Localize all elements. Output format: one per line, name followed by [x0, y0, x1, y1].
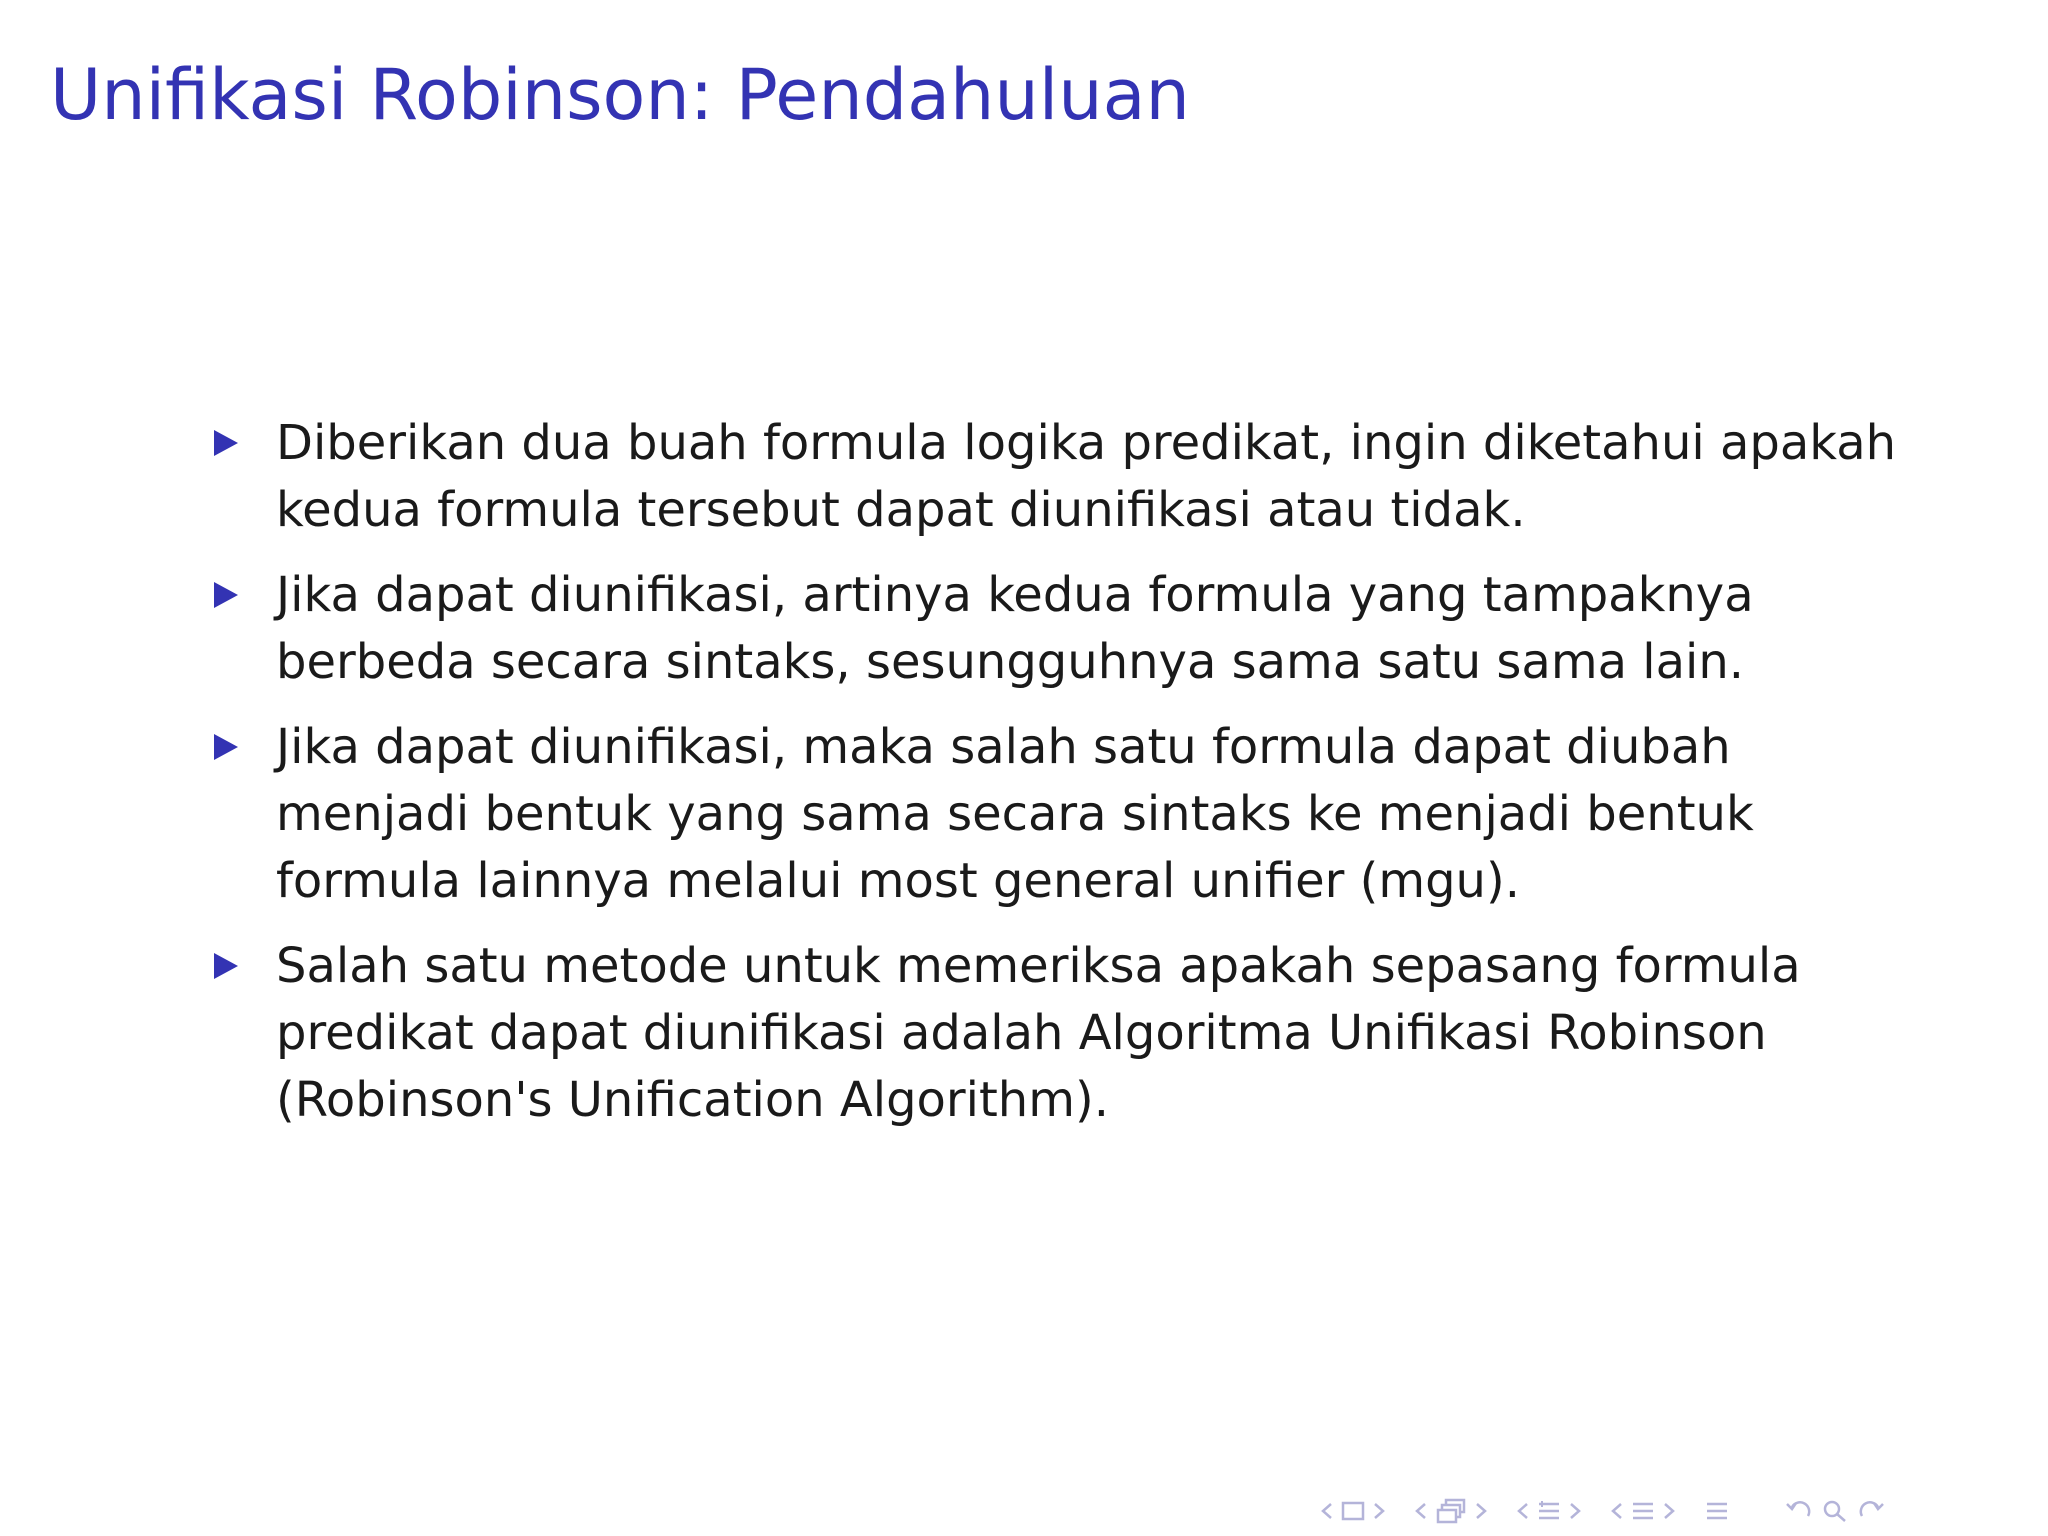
frame-icon[interactable]	[1340, 1500, 1366, 1522]
next-arrow-icon[interactable]	[1474, 1501, 1488, 1521]
triangle-bullet-icon	[214, 582, 238, 608]
search-icon[interactable]	[1820, 1498, 1850, 1524]
next-arrow-icon[interactable]	[1372, 1501, 1386, 1521]
prev-arrow-icon[interactable]	[1610, 1501, 1624, 1521]
bullet-text: Diberikan dua buah formula logika predikat, ingin diketahui apakah kedua formula tersebut dapat diunifikasi atau tidak.	[276, 415, 1897, 538]
triangle-bullet-icon	[214, 430, 238, 456]
align-icon[interactable]	[1704, 1498, 1730, 1524]
triangle-bullet-icon	[214, 953, 238, 979]
nav-subsection-group	[1414, 1497, 1494, 1525]
bullet-text: Jika dapat diunifikasi, maka salah satu formula dapat diubah menjadi bentuk yang sama secara sintaks ke menjadi bentuk formula lainnya melalui most general unifier (mgu).	[276, 719, 1754, 909]
bullet-item	[212, 933, 1912, 1134]
prev-arrow-icon[interactable]	[1414, 1501, 1428, 1521]
bullet-item	[212, 562, 1912, 696]
subsection-icon[interactable]	[1434, 1497, 1468, 1525]
nav-align-group	[1704, 1498, 1736, 1524]
prev-arrow-icon[interactable]	[1320, 1501, 1334, 1521]
section-list-icon[interactable]	[1630, 1498, 1656, 1524]
bullet-text: Jika dapat diunifikasi, artinya kedua formula yang tampaknya berbeda secara sintaks, sesungguhnya sama satu sama lain.	[276, 567, 1754, 690]
back-icon[interactable]	[1784, 1498, 1814, 1524]
nav-frame-group	[1320, 1500, 1392, 1522]
nav-section-list-group	[1610, 1498, 1682, 1524]
bullet-item	[212, 410, 1912, 544]
section-icon[interactable]	[1536, 1498, 1562, 1524]
prev-arrow-icon[interactable]	[1516, 1501, 1530, 1521]
forward-icon[interactable]	[1856, 1498, 1886, 1524]
beamer-navigation-bar	[1320, 1494, 1892, 1528]
bullet-list	[212, 410, 1912, 1152]
nav-section-group	[1516, 1498, 1588, 1524]
next-arrow-icon[interactable]	[1662, 1501, 1676, 1521]
bullet-text: Salah satu metode untuk memeriksa apakah sepasang formula predikat dapat diunifikasi adalah Algoritma Unifikasi Robinson (Robinson's Unification Algorithm).	[276, 938, 1801, 1128]
slide-title: Unifikasi Robinson: Pendahuluan	[50, 54, 1190, 136]
bullet-item	[212, 714, 1912, 915]
triangle-bullet-icon	[214, 734, 238, 760]
next-arrow-icon[interactable]	[1568, 1501, 1582, 1521]
nav-history-group	[1784, 1498, 1892, 1524]
